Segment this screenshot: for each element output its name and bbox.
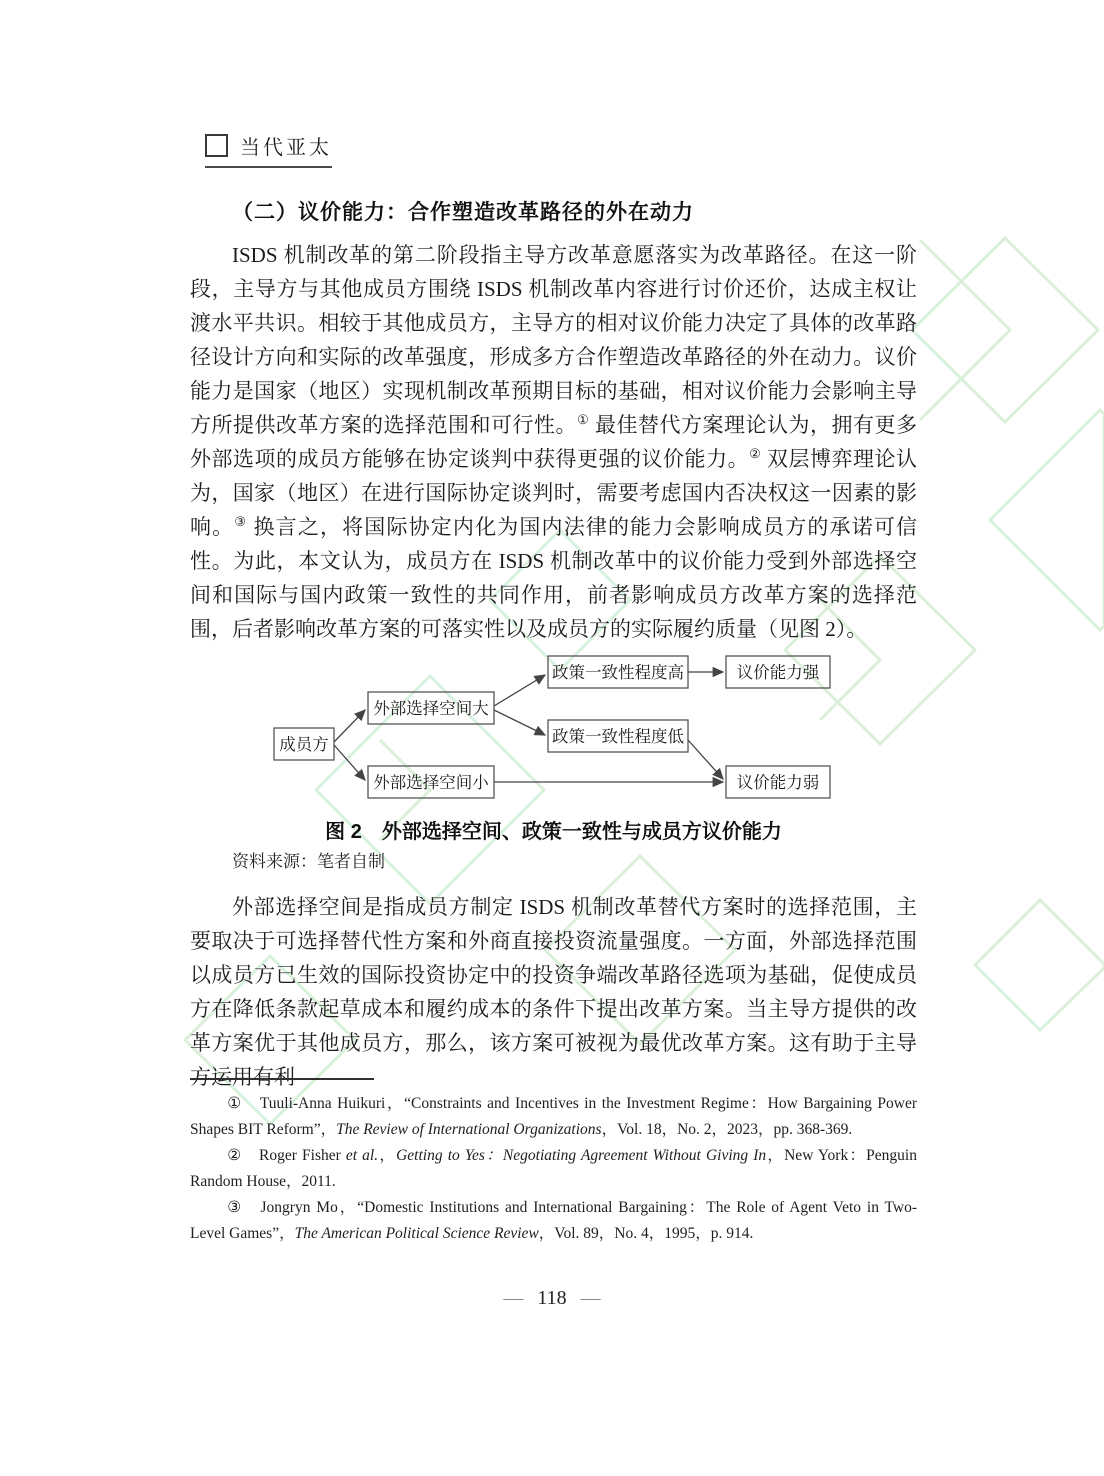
flow-node-big-space-label: 外部选择空间大	[373, 699, 489, 718]
page-number-dash-right: —	[580, 1287, 601, 1309]
flow-node-small-space-label: 外部选择空间小	[373, 773, 489, 792]
section-heading: （二）议价能力：合作塑造改革路径的外在动力	[232, 201, 694, 224]
flow-node-strong-label: 议价能力强	[736, 663, 820, 682]
journal-name: 当代亚太	[240, 137, 332, 159]
footnote-1: ① Tuuli-Anna Huikuri，“Constraints and Incentives in the Investment Regime：How Bargaining Power Shapes BIT Reform”，The Review of International Organizations，Vol. 18，No. 2，2023，pp. 368-369.	[190, 1095, 917, 1138]
journal-header	[205, 131, 332, 168]
footnotes	[190, 1091, 917, 1247]
figure-caption: 图 2 外部选择空间、政策一致性与成员方议价能力	[325, 821, 782, 843]
flow-arrow	[688, 740, 723, 779]
page-number-value: 118	[537, 1287, 567, 1309]
footnote-3: ③ Jongryn Mo，“Domestic Institutions and International Bargaining：The Role of Agent Veto in Two-Level Games”，The American Political Science Review，Vol. 89，No. 4，1995，p. 914.	[190, 1199, 917, 1242]
flow-node-member-label: 成员方	[279, 735, 329, 754]
flow-arrow	[494, 710, 545, 735]
figure-source: 资料来源：笔者自制	[232, 852, 385, 871]
flow-node-low-policy-label: 政策一致性程度低	[552, 727, 684, 746]
body-paragraph-2: 外部选择空间是指成员方制定 ISDS 机制改革替代方案时的选择范围，主要取决于可选择替代性方案和外商直接投资流量强度。一方面，外部选择范围以成员方已生效的国际投资协定中的投资争端改革路径选项为基础，促使成员方在降低条款起草成本和履约成本的条件下提出改革方案。当主导方提供的改革方案优于其他成员方，那么，该方案可被视为最优改革方案。这有助于主导方运用有利	[190, 895, 917, 1089]
flow-arrow	[494, 675, 545, 706]
journal-marker-icon	[205, 134, 228, 157]
figure-diagram	[266, 650, 838, 818]
flow-node-high-policy-label: 政策一致性程度高	[552, 663, 684, 682]
flow-arrow	[334, 745, 365, 780]
body-paragraph-1: ISDS 机制改革的第二阶段指主导方改革意愿落实为改革路径。在这一阶段，主导方与其他成员方围绕 ISDS 机制改革内容进行讨价还价，达成主权让渡水平共识。相较于其他成员方，主导方的相对议价能力决定了具体的改革路径设计方向和实际的改革强度，形成多方合作塑造改革路径的外在动力。议价能力是国家（地区）实现机制改革预期目标的基础，相对议价能力会影响主导方所提供改革方案的选择范围和可行性。① 最佳替代方案理论认为，拥有更多外部选项的成员方能够在协定谈判中获得更强的议价能力。② 双层博弈理论认为，国家（地区）在进行国际协定谈判时，需要考虑国内否决权这一因素的影响。③ 换言之，将国际协定内化为国内法律的能力会影响成员方的承诺可信性。为此，本文认为，成员方在 ISDS 机制改革中的议价能力受到外部选择空间和国际与国内政策一致性的共同作用，前者影响成员方改革方案的选择范围，后者影响改革方案的可落实性以及成员方的实际履约质量（见图 2）。	[190, 243, 918, 641]
page-number	[0, 1287, 1104, 1310]
footnote-separator	[190, 1078, 374, 1080]
page-number-dash-left: —	[503, 1287, 524, 1309]
flow-node-weak-label: 议价能力弱	[736, 773, 820, 792]
flow-arrow	[334, 710, 365, 742]
footnote-2: ② Roger Fisher et al.，Getting to Yes：Negotiating Agreement Without Giving In，New York：Penguin Random House，2011.	[190, 1147, 917, 1190]
